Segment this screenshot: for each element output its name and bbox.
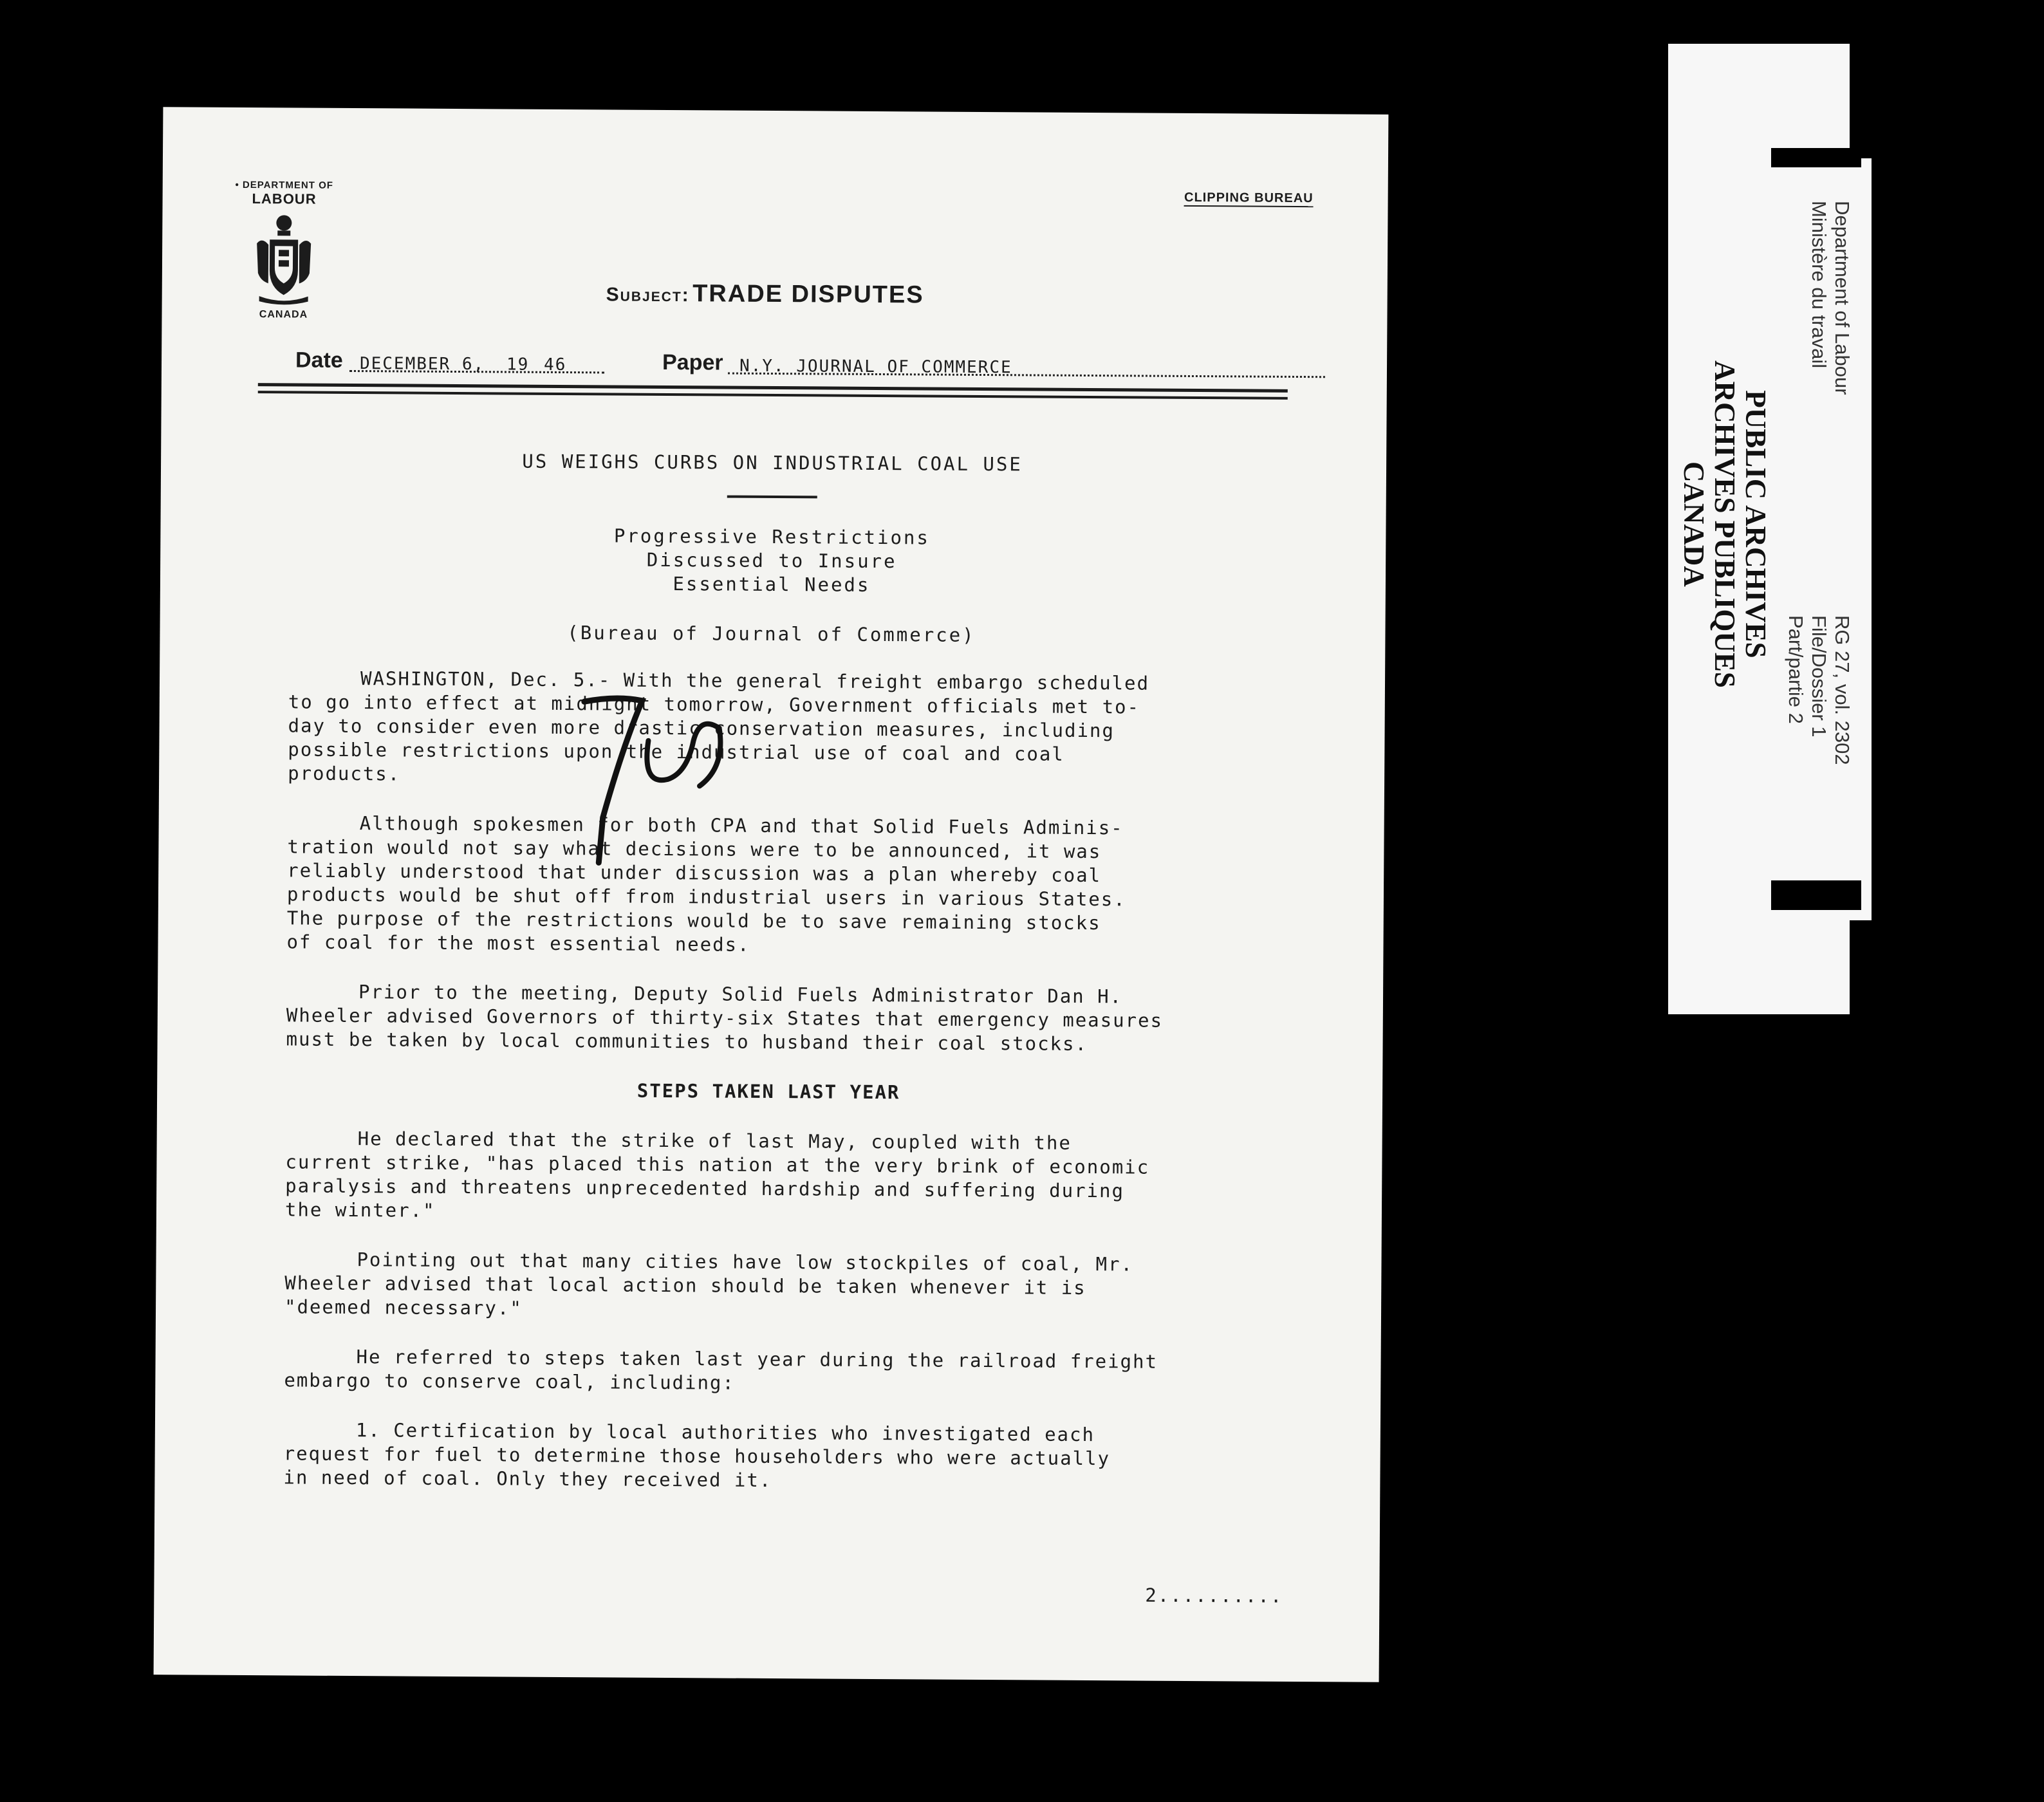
paragraph: He declared that the strike of last May, coupled with the current strike, "has placed this nation at the very brink of economic paralysis and threatens unprecedented hardship and suffering during the winter." [284, 1128, 1150, 1221]
date-label: Date [295, 348, 343, 373]
department-header [216, 180, 351, 321]
continued-marker: 2.......... [1145, 1584, 1283, 1607]
department-country: CANADA [259, 309, 308, 320]
archive-title-country: CANADA [1678, 461, 1710, 587]
deck: Progressive Restrictions Discussed to Insure Essential Needs [613, 525, 931, 596]
paragraph: WASHINGTON, Dec. 5.- With the general freight embargo scheduled to go into effect at midnight tomorrow, Government officials met to- day to consider even more drastic conservation measures, including possible restrictions upon the industrial use of coal and coal products. [288, 667, 1150, 785]
paragraph: Pointing out that many cities have low stockpiles of coal, Mr. Wheeler advised that local action should be taken whenever it is "deemed necessary." [284, 1249, 1134, 1319]
headline-rule [727, 496, 817, 499]
archive-card-notch [1771, 880, 1861, 910]
subheading: STEPS TAKEN LAST YEAR [636, 1079, 900, 1104]
paragraph: Prior to the meeting, Deputy Solid Fuels Administrator Dan H. Wheeler advised Governors of thirty-six States that emergency measures must be taken by local communities to husband their coal stocks. [286, 981, 1164, 1055]
archive-card-notch [1771, 148, 1861, 167]
date-month-day: DECEMBER 6, [359, 354, 485, 375]
archive-department [1807, 201, 1854, 395]
archive-title-en: PUBLIC ARCHIVES [1740, 390, 1772, 658]
paragraph: 1. Certification by local authorities who investigated each request for fuel to determine those householders who were actually in need of coal. Only they received it. [283, 1419, 1111, 1492]
header-rule-bottom [258, 391, 1288, 400]
paper-label: Paper [662, 349, 723, 375]
paragraph: Although spokesmen for both CPA and that Solid Fuels Adminis- tration would not say what decisions were to be announced, it was reliably understood that under discussion was a plan whereby coal products would be shut off from industrial users in various States. The purpose of the restrictions would be to save remaining stocks of coal for the most essential needs. [286, 812, 1126, 956]
archive-ref-file: File/Dossier 1 [1808, 615, 1830, 738]
headline: US WEIGHS CURBS ON INDUSTRIAL COAL USE [522, 450, 1023, 476]
subject-value: TRADE DISPUTES [692, 280, 924, 309]
date-paper-row [295, 347, 1325, 382]
coat-of-arms-icon [253, 211, 315, 308]
subject-line [606, 279, 924, 309]
paragraph: He referred to steps taken last year during the railroad freight embargo to conserve coal, including: [284, 1346, 1158, 1394]
clipping-page [154, 107, 1389, 1682]
archive-ref-volume: RG 27, vol. 2302 [1831, 615, 1854, 765]
clipping-bureau-label: CLIPPING BUREAU [1184, 190, 1314, 207]
archive-dept-fr: Ministère du travail [1808, 201, 1830, 369]
archive-ref-part: Part/partie 2 [1785, 615, 1807, 724]
article-body [283, 666, 1331, 1521]
archive-reference [1784, 615, 1854, 765]
date-year-suffix: 46 [543, 355, 567, 375]
archive-title-fr: ARCHIVES PUBLIQUES [1709, 360, 1741, 688]
department-label: • DEPARTMENT OF [235, 179, 334, 191]
department-name: LABOUR [252, 190, 317, 207]
byline: (Bureau of Journal of Commerce) [567, 622, 976, 646]
paper-value: N.Y. JOURNAL OF COMMERCE [739, 356, 1012, 378]
subject-label: Subject: [606, 284, 690, 306]
handwritten-mark-icon [570, 689, 739, 870]
archive-title [1678, 360, 1771, 688]
date-year-prefix: 19 [506, 355, 530, 375]
archive-dept-en: Department of Labour [1831, 201, 1854, 395]
